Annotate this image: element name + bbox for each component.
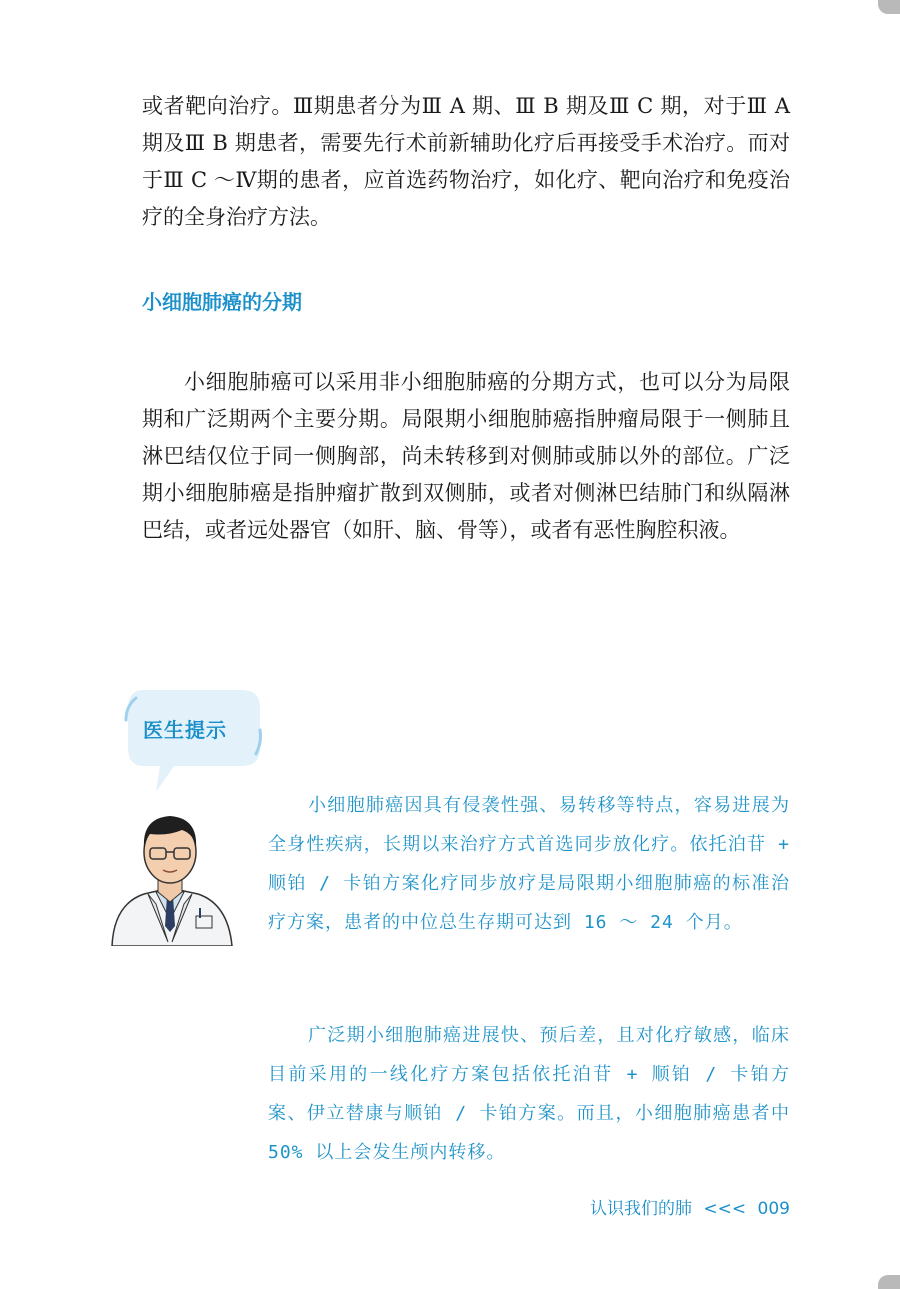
footer-book-title: 认识我们的肺: [590, 1199, 692, 1219]
doctor-illustration-icon: [104, 808, 238, 946]
page-corner-tab-top: [878, 0, 900, 14]
body-paragraph-2: 小细胞肺癌可以采用非小细胞肺癌的分期方式，也可以分为局限期和广泛期两个主要分期。局限期小细胞肺癌指肿瘤局限于一侧肺且淋巴结仅位于同一侧胸部，尚未转移到对侧肺或肺以外的部位。广泛期小细胞肺癌是指肿瘤扩散到双侧肺，或者对侧淋巴结肺门和纵隔淋巴结，或者远处器官（如肝、脑、骨等），或者有恶性胸腔积液。: [142, 370, 790, 542]
page-corner-tab-bottom: [878, 1275, 900, 1289]
body-paragraph-1: 或者靶向治疗。Ⅲ期患者分为Ⅲ A 期、Ⅲ B 期及Ⅲ C 期，对于Ⅲ A 期及Ⅲ B 期患者，需要先行术前新辅助化疗后再接受手术治疗。而对于Ⅲ C ～Ⅳ期的患者，应首选药物治疗，如化疗、靶向治疗和免疫治疗的全身治疗方法。: [142, 94, 790, 229]
page-footer: [560, 1194, 790, 1219]
doctor-tip-label: 医生提示: [143, 718, 227, 742]
doctor-tip-paragraph-2: 广泛期小细胞肺癌进展快、预后差，且对化疗敏感，临床目前采用的一线化疗方案包括依托泊苷 + 顺铂 / 卡铂方案、伊立替康与顺铂 / 卡铂方案。而且，小细胞肺癌患者中 50% 以上会发生颅内转移。: [268, 1025, 790, 1163]
doctor-tip-paragraph-1: 小细胞肺癌因具有侵袭性强、易转移等特点，容易进展为全身性疾病，长期以来治疗方式首选同步放化疗。依托泊苷 + 顺铂 / 卡铂方案化疗同步放疗是局限期小细胞肺癌的标准治疗方案，患者的中位总生存期可达到 16 ～ 24 个月。: [268, 795, 790, 933]
page-number: 009: [757, 1199, 790, 1219]
footer-chevrons: <<<: [703, 1199, 747, 1219]
section-heading: 小细胞肺癌的分期: [142, 290, 302, 314]
